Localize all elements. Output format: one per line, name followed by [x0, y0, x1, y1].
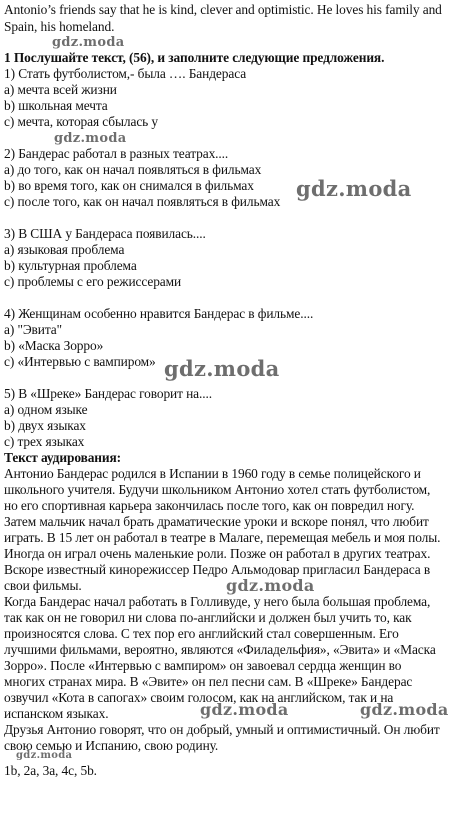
option-5c: c) трех языках — [4, 434, 85, 449]
option-3c: c) проблемы с его режиссерами — [4, 274, 182, 289]
paragraph-line: играть. В 15 лет он работал в театре в Малаге, перемещая мебель и моя полы. — [4, 530, 441, 545]
question-5: 5) В «Шреке» Бандерас говорит на.... — [4, 386, 213, 401]
option-2c: c) после того, как он начал появляться в фильмах — [4, 194, 281, 209]
option-1a: a) мечта всей жизни — [4, 82, 117, 97]
option-3b: b) культурная проблема — [4, 258, 137, 273]
watermark: gdz.moda — [360, 700, 449, 719]
paragraph-line: Вскоре известный кинорежиссер Педро Альмодовар пригласил Бандераса в — [4, 562, 431, 577]
option-4c: c) «Интервью с вампиром» — [4, 354, 156, 369]
paragraph-line: Зорро». После «Интервью с вампиром» он завоевал сердца женщин во — [4, 658, 402, 673]
paragraph-line: Иногда он играл очень маленькие роли. Позже он работал в других театрах. — [4, 546, 431, 561]
paragraph-line: школьного учителя. Будучи школьником Антонио хотел стать футболистом, — [4, 482, 431, 497]
option-5a: a) одном языке — [4, 402, 88, 417]
paragraph-line: лучшими фильмами, вероятно, являются «Филадельфия», «Эвита» и «Маска — [4, 642, 436, 657]
watermark: gdz.moda — [52, 35, 125, 50]
question-4: 4) Женщинам особенно нравится Бандерас в фильме.... — [4, 306, 314, 321]
paragraph-line: Антонио Бандерас родился в Испании в 1960 году в семье полицейского и — [4, 466, 421, 481]
intro-line-2: Spain, his homeland. — [4, 19, 115, 34]
paragraph-line: свою семью и Испанию, свою родину. — [4, 738, 219, 753]
audio-text-title: Текст аудирования: — [4, 450, 122, 465]
option-4b: b) «Маска Зорро» — [4, 338, 104, 353]
paragraph-line: Когда Бандерас начал работать в Голливуде, у него была большая проблема, — [4, 594, 431, 609]
paragraph-line: Затем мальчик начал брать драматические уроки и вскоре понял, что любит — [4, 514, 429, 529]
paragraph-line: свои фильмы. — [4, 578, 82, 593]
option-3a: a) языковая проблема — [4, 242, 125, 257]
option-5b: b) двух языках — [4, 418, 86, 433]
watermark: gdz.moda — [54, 131, 127, 146]
question-3: 3) В США у Бандераса появилась.... — [4, 226, 206, 241]
option-1b: b) школьная мечта — [4, 98, 108, 113]
paragraph-line: многих странах мира. В «Эвите» он пел песни сам. В «Шреке» Бандерас — [4, 674, 413, 689]
intro-line-1: Antonio’s friends say that he is kind, clever and optimistic. He loves his family and — [4, 2, 442, 17]
watermark: gdz.moda — [226, 576, 315, 595]
option-1c: c) мечта, которая сбылась у — [4, 114, 159, 129]
question-2: 2) Бандерас работал в разных театрах.... — [4, 146, 229, 161]
paragraph-line: но его спортивная карьера закончилась после того, как он повредил ногу. — [4, 498, 415, 513]
paragraph-line: Друзья Антонио говорят, что он добрый, умный и оптимистичный. Он любит — [4, 722, 440, 737]
question-1: 1) Стать футболистом,- была …. Бандераса — [4, 66, 247, 81]
watermark: gdz.moda — [16, 750, 73, 761]
option-4a: a) "Эвита" — [4, 322, 62, 337]
option-2a: a) до того, как он начал появляться в фильмах — [4, 162, 262, 177]
watermark: gdz.moda — [200, 700, 289, 719]
paragraph-line: озвучил «Кота в сапогах» своим голосом, как на английском, так и на — [4, 690, 394, 705]
paragraph-line: так как он не говорил ни слова по-английски и должен был учить то, как — [4, 610, 412, 625]
paragraph-line: испанском языках. — [4, 706, 109, 721]
paragraph-line: произносятся слова. С тех пор его английский стал совершенным. Его — [4, 626, 399, 641]
watermark: gdz.moda — [296, 176, 412, 201]
task-title: 1 Послушайте текст, (56), и заполните следующие предложения. — [4, 50, 385, 65]
option-2b: b) во время того, как он снимался в фильмах — [4, 178, 254, 193]
watermark: gdz.moda — [164, 356, 280, 381]
answers-line: 1b, 2a, 3a, 4c, 5b. — [4, 763, 97, 778]
